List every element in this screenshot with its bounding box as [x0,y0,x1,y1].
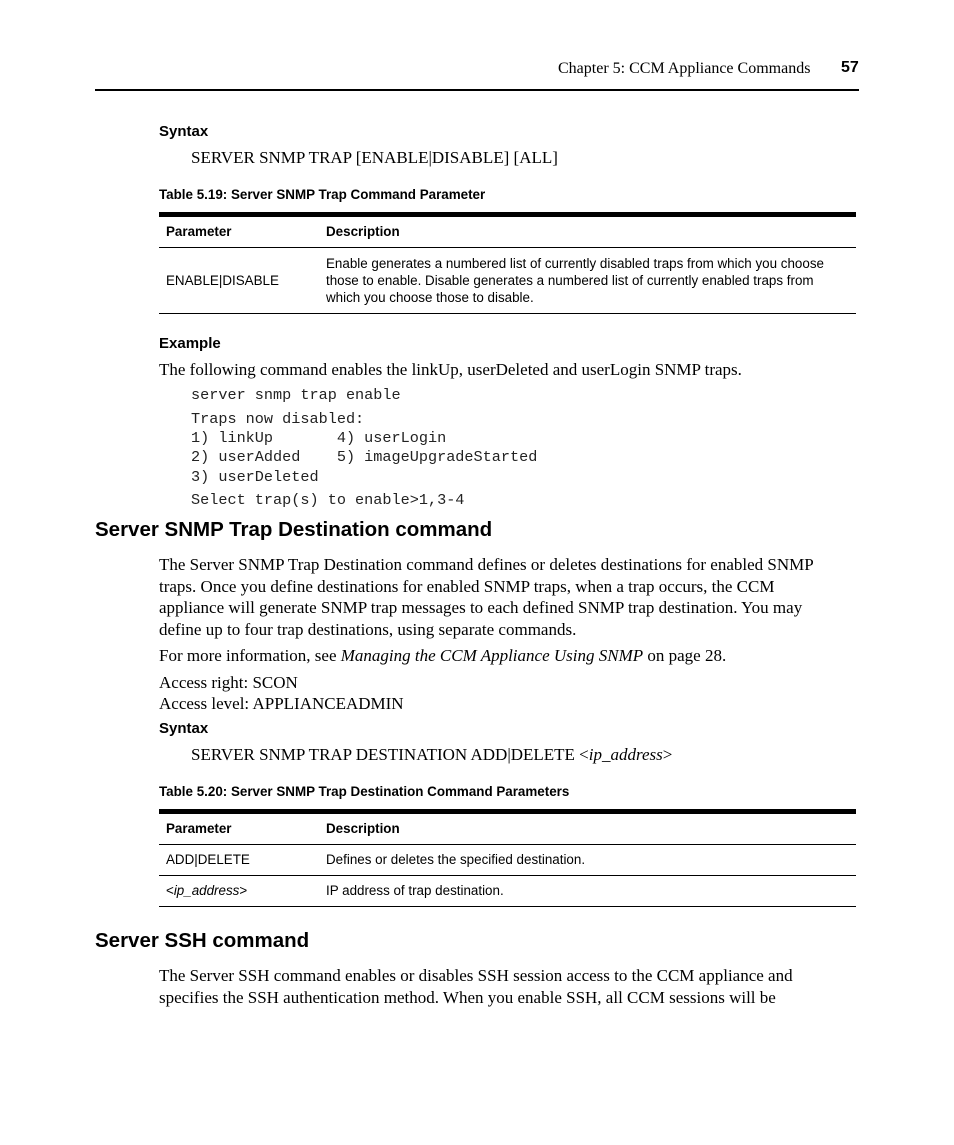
code-line: 2) userAdded 5) imageUpgradeStarted [191,448,538,466]
section-heading: Server SSH command [95,929,310,952]
table-cell-param: ENABLE|DISABLE [166,272,279,288]
param-suffix: ADD|DELETE [166,852,250,867]
section-heading: Server SNMP Trap Destination command [95,518,493,541]
desc-line: those to enable. Disable generates a numbered list of currently enabled traps from [326,272,814,288]
running-header: Chapter 5: CCM Appliance Commands [558,60,811,77]
syntax-text [191,744,672,766]
table-cell-desc: Defines or deletes the specified destination. [326,852,586,867]
page-number: 57 [841,59,859,76]
more-info-suffix: on page 28. [643,646,727,665]
paragraph-line: specifies the SSH authentication method. When you enable SSH, all CCM sessions will be [159,987,776,1007]
table-header-cell: Description [326,821,400,837]
table-row [159,844,856,875]
table-header-row [159,217,856,247]
more-info-prefix: For more information, see [159,646,341,665]
desc-line: which you choose those to disable. [326,289,534,305]
more-info [159,645,726,667]
syntax-prefix: SERVER SNMP TRAP DESTINATION ADD|DELETE < [191,745,589,764]
code-line: 3) userDeleted [191,468,319,486]
syntax-suffix: > [662,745,673,764]
table-header-cell: Parameter [166,821,232,837]
parameter-table [159,217,856,314]
table-caption: Table 5.20: Server SNMP Trap Destination Command Parameters [159,784,570,799]
syntax-label: Syntax [159,123,209,140]
code-line: 1) linkUp 4) userLogin [191,429,447,447]
code-line: Traps now disabled: [191,410,365,428]
param-prefix: < [166,883,174,898]
example-intro: The following command enables the linkUp, userDeleted and userLogin SNMP traps. [159,360,742,379]
param-italic: ip_address [173,883,240,898]
table-row [159,247,856,313]
parameter-table [159,814,856,907]
header-rule [95,89,859,91]
table-cell-param [159,844,319,875]
syntax-label: Syntax [159,720,209,737]
table-header-cell: Description [326,224,400,240]
section-paragraph [159,554,814,641]
section-paragraph [159,965,793,1008]
paragraph-line: define up to four trap destinations, using separate commands. [159,620,577,640]
syntax-argument: ip_address [588,745,663,764]
table-row [159,875,856,906]
paragraph-line: The Server SNMP Trap Destination command defines or deletes destinations for enabled SNMP [159,555,814,574]
paragraph-line: The Server SSH command enables or disables SSH session access to the CCM appliance and [159,966,793,985]
param-suffix: > [239,883,248,898]
table-cell-desc [319,247,856,313]
example-label: Example [159,335,221,352]
table-cell-desc: IP address of trap destination. [326,883,504,898]
cross-reference-link[interactable]: Managing the CCM Appliance Using SNMP [340,646,644,665]
table-caption: Table 5.19: Server SNMP Trap Command Parameter [159,187,486,202]
code-line: Select trap(s) to enable>1,3-4 [191,491,465,509]
access-level: Access level: APPLIANCEADMIN [159,694,404,713]
table-cell-param [159,875,319,906]
paragraph-line: appliance will generate SNMP trap messages to each defined SNMP trap destination. You may [159,598,803,618]
access-right: Access right: SCON [159,673,298,692]
table-header-cell: Parameter [166,224,232,240]
syntax-text: SERVER SNMP TRAP [ENABLE|DISABLE] [ALL] [191,148,558,167]
code-line: server snmp trap enable [191,386,401,404]
desc-line: Enable generates a numbered list of currently disabled traps from which you choose [326,255,824,271]
paragraph-line: traps. Once you define destinations for enabled SNMP traps, when a trap occurs, the CCM [159,576,775,596]
table-header-row [159,814,856,844]
